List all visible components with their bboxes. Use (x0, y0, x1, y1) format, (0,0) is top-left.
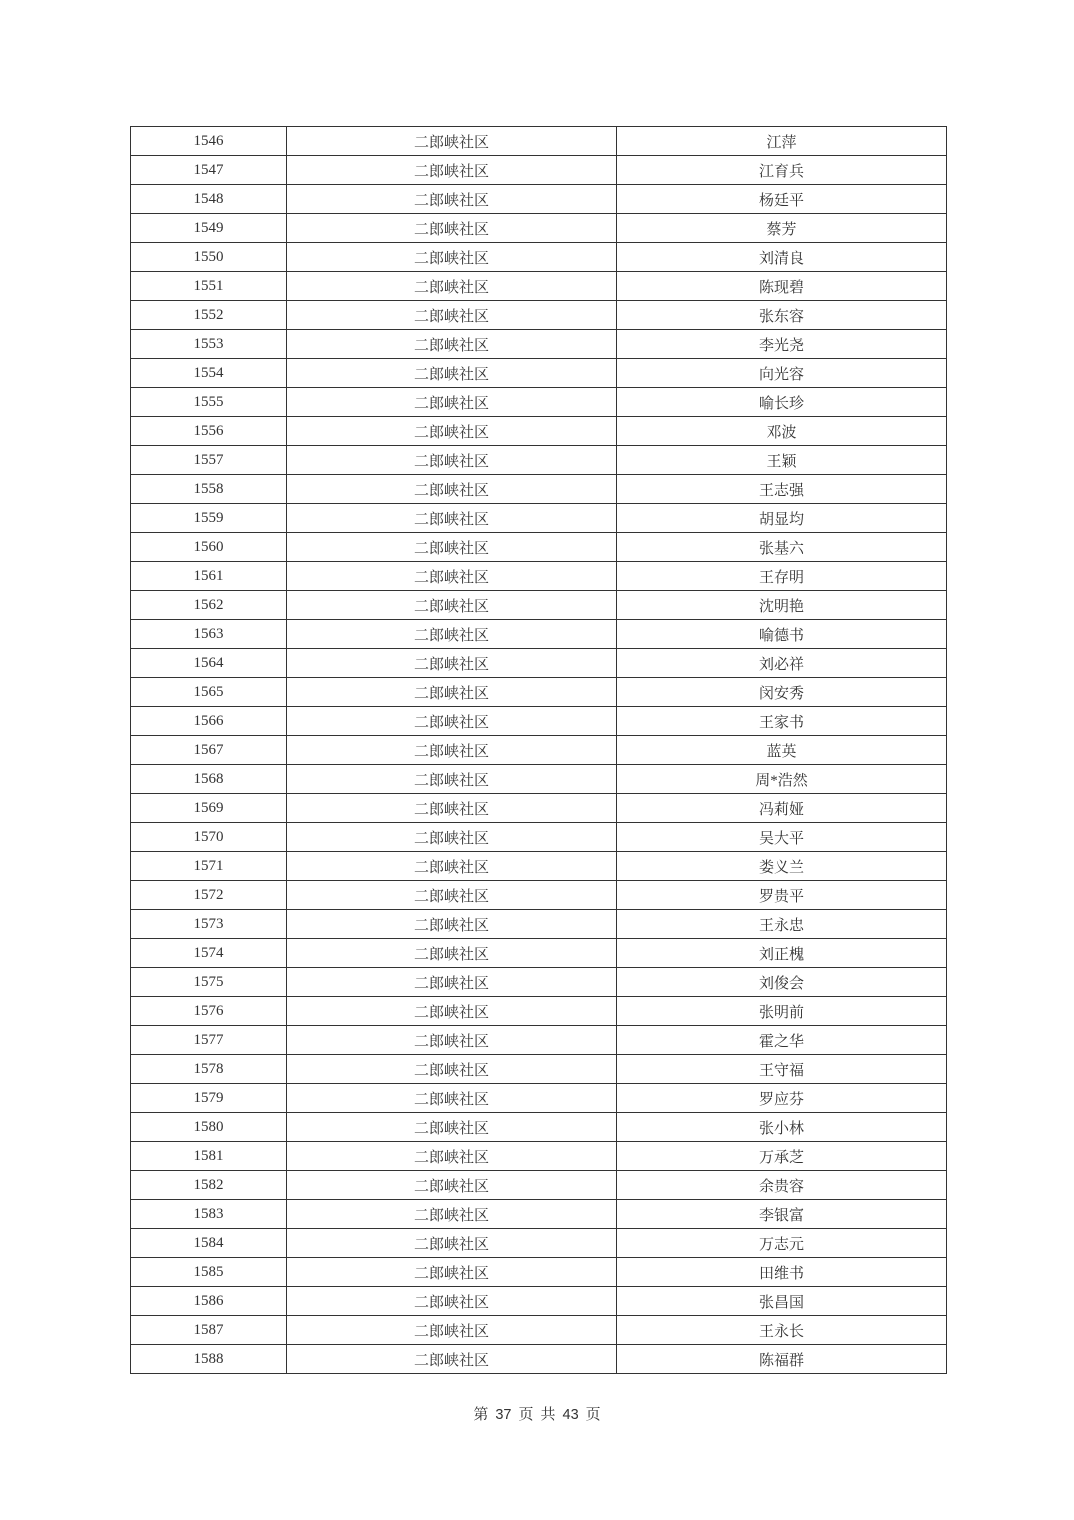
cell-serial-number: 1586 (131, 1287, 287, 1316)
cell-person-name: 喻长珍 (617, 388, 947, 417)
cell-person-name: 吴大平 (617, 823, 947, 852)
cell-community: 二郎峡社区 (287, 1055, 617, 1084)
cell-serial-number: 1553 (131, 330, 287, 359)
cell-serial-number: 1559 (131, 504, 287, 533)
cell-serial-number: 1575 (131, 968, 287, 997)
cell-community: 二郎峡社区 (287, 185, 617, 214)
cell-serial-number: 1568 (131, 765, 287, 794)
cell-serial-number: 1547 (131, 156, 287, 185)
cell-community: 二郎峡社区 (287, 1084, 617, 1113)
cell-community: 二郎峡社区 (287, 1316, 617, 1345)
cell-community: 二郎峡社区 (287, 591, 617, 620)
roster-row (131, 939, 947, 968)
roster-row (131, 272, 947, 301)
cell-serial-number: 1578 (131, 1055, 287, 1084)
cell-community: 二郎峡社区 (287, 127, 617, 156)
roster-row (131, 417, 947, 446)
cell-person-name: 霍之华 (617, 1026, 947, 1055)
cell-person-name: 沈明艳 (617, 591, 947, 620)
roster-row (131, 910, 947, 939)
roster-row (131, 243, 947, 272)
cell-community: 二郎峡社区 (287, 939, 617, 968)
cell-serial-number: 1576 (131, 997, 287, 1026)
roster-row (131, 591, 947, 620)
cell-community: 二郎峡社区 (287, 1142, 617, 1171)
cell-serial-number: 1565 (131, 678, 287, 707)
cell-serial-number: 1558 (131, 475, 287, 504)
roster-row (131, 1171, 947, 1200)
cell-serial-number: 1572 (131, 881, 287, 910)
roster-row (131, 1113, 947, 1142)
cell-person-name: 王守福 (617, 1055, 947, 1084)
cell-community: 二郎峡社区 (287, 446, 617, 475)
roster-row (131, 388, 947, 417)
footer-total-pages: 43 (562, 1407, 579, 1423)
cell-community: 二郎峡社区 (287, 765, 617, 794)
roster-row (131, 1345, 947, 1374)
cell-person-name: 田维书 (617, 1258, 947, 1287)
cell-community: 二郎峡社区 (287, 649, 617, 678)
roster-row (131, 1055, 947, 1084)
roster-row (131, 823, 947, 852)
cell-community: 二郎峡社区 (287, 997, 617, 1026)
cell-community: 二郎峡社区 (287, 272, 617, 301)
cell-person-name: 刘俊会 (617, 968, 947, 997)
roster-row (131, 504, 947, 533)
cell-serial-number: 1567 (131, 736, 287, 765)
cell-community: 二郎峡社区 (287, 214, 617, 243)
cell-person-name: 陈福群 (617, 1345, 947, 1374)
cell-community: 二郎峡社区 (287, 1113, 617, 1142)
cell-person-name: 向光容 (617, 359, 947, 388)
cell-serial-number: 1577 (131, 1026, 287, 1055)
roster-row (131, 1287, 947, 1316)
cell-community: 二郎峡社区 (287, 1345, 617, 1374)
cell-community: 二郎峡社区 (287, 359, 617, 388)
cell-community: 二郎峡社区 (287, 736, 617, 765)
roster-table-body (131, 127, 947, 1374)
cell-serial-number: 1560 (131, 533, 287, 562)
cell-serial-number: 1564 (131, 649, 287, 678)
cell-person-name: 王颖 (617, 446, 947, 475)
roster-row (131, 678, 947, 707)
cell-person-name: 刘清良 (617, 243, 947, 272)
cell-community: 二郎峡社区 (287, 620, 617, 649)
roster-row (131, 649, 947, 678)
cell-serial-number: 1546 (131, 127, 287, 156)
cell-person-name: 张昌国 (617, 1287, 947, 1316)
cell-serial-number: 1587 (131, 1316, 287, 1345)
cell-serial-number: 1570 (131, 823, 287, 852)
cell-serial-number: 1580 (131, 1113, 287, 1142)
cell-person-name: 张小林 (617, 1113, 947, 1142)
cell-serial-number: 1573 (131, 910, 287, 939)
cell-person-name: 江育兵 (617, 156, 947, 185)
cell-serial-number: 1574 (131, 939, 287, 968)
cell-community: 二郎峡社区 (287, 301, 617, 330)
cell-person-name: 蓝英 (617, 736, 947, 765)
cell-person-name: 余贵容 (617, 1171, 947, 1200)
roster-row (131, 533, 947, 562)
roster-row (131, 1258, 947, 1287)
cell-community: 二郎峡社区 (287, 156, 617, 185)
cell-serial-number: 1571 (131, 852, 287, 881)
roster-row (131, 620, 947, 649)
cell-serial-number: 1569 (131, 794, 287, 823)
cell-community: 二郎峡社区 (287, 1026, 617, 1055)
cell-serial-number: 1579 (131, 1084, 287, 1113)
roster-row (131, 881, 947, 910)
cell-community: 二郎峡社区 (287, 1200, 617, 1229)
cell-person-name: 万承芝 (617, 1142, 947, 1171)
roster-row (131, 1142, 947, 1171)
cell-serial-number: 1562 (131, 591, 287, 620)
roster-row (131, 852, 947, 881)
cell-community: 二郎峡社区 (287, 388, 617, 417)
cell-community: 二郎峡社区 (287, 1287, 617, 1316)
cell-person-name: 闵安秀 (617, 678, 947, 707)
roster-row (131, 736, 947, 765)
cell-serial-number: 1552 (131, 301, 287, 330)
cell-community: 二郎峡社区 (287, 881, 617, 910)
roster-row (131, 330, 947, 359)
cell-serial-number: 1566 (131, 707, 287, 736)
cell-community: 二郎峡社区 (287, 562, 617, 591)
cell-community: 二郎峡社区 (287, 330, 617, 359)
cell-serial-number: 1557 (131, 446, 287, 475)
footer-text-segment: 页 (585, 1407, 601, 1423)
cell-person-name: 罗应芬 (617, 1084, 947, 1113)
cell-person-name: 周*浩然 (617, 765, 947, 794)
roster-row (131, 562, 947, 591)
cell-community: 二郎峡社区 (287, 823, 617, 852)
cell-serial-number: 1555 (131, 388, 287, 417)
cell-serial-number: 1563 (131, 620, 287, 649)
cell-person-name: 蔡芳 (617, 214, 947, 243)
cell-person-name: 万志元 (617, 1229, 947, 1258)
footer-text-segment: 页 (518, 1407, 534, 1423)
cell-person-name: 邓波 (617, 417, 947, 446)
roster-table (130, 126, 947, 1374)
cell-person-name: 王永长 (617, 1316, 947, 1345)
cell-serial-number: 1582 (131, 1171, 287, 1200)
cell-person-name: 罗贵平 (617, 881, 947, 910)
roster-row (131, 1084, 947, 1113)
cell-person-name: 刘正槐 (617, 939, 947, 968)
cell-person-name: 张东容 (617, 301, 947, 330)
cell-person-name: 王家书 (617, 707, 947, 736)
cell-person-name: 李银富 (617, 1200, 947, 1229)
roster-row (131, 446, 947, 475)
cell-serial-number: 1549 (131, 214, 287, 243)
roster-row (131, 475, 947, 504)
roster-row (131, 156, 947, 185)
cell-serial-number: 1556 (131, 417, 287, 446)
cell-person-name: 冯莉娅 (617, 794, 947, 823)
cell-serial-number: 1581 (131, 1142, 287, 1171)
cell-community: 二郎峡社区 (287, 852, 617, 881)
roster-row (131, 127, 947, 156)
cell-person-name: 王志强 (617, 475, 947, 504)
cell-serial-number: 1585 (131, 1258, 287, 1287)
cell-person-name: 李光尧 (617, 330, 947, 359)
cell-person-name: 江萍 (617, 127, 947, 156)
cell-serial-number: 1551 (131, 272, 287, 301)
roster-row (131, 1200, 947, 1229)
roster-row (131, 301, 947, 330)
cell-person-name: 王永忠 (617, 910, 947, 939)
cell-community: 二郎峡社区 (287, 243, 617, 272)
footer-text-segment: 第 (473, 1407, 489, 1423)
cell-serial-number: 1548 (131, 185, 287, 214)
cell-community: 二郎峡社区 (287, 417, 617, 446)
cell-person-name: 娄义兰 (617, 852, 947, 881)
cell-community: 二郎峡社区 (287, 910, 617, 939)
cell-person-name: 张基六 (617, 533, 947, 562)
cell-person-name: 胡显均 (617, 504, 947, 533)
cell-community: 二郎峡社区 (287, 794, 617, 823)
roster-row (131, 707, 947, 736)
cell-person-name: 喻德书 (617, 620, 947, 649)
cell-community: 二郎峡社区 (287, 707, 617, 736)
cell-community: 二郎峡社区 (287, 1229, 617, 1258)
footer-page-number: 37 (495, 1407, 512, 1423)
cell-community: 二郎峡社区 (287, 1258, 617, 1287)
page-footer (0, 1403, 1074, 1424)
roster-row (131, 1316, 947, 1345)
footer-text-segment: 共 (540, 1407, 556, 1423)
cell-serial-number: 1550 (131, 243, 287, 272)
roster-row (131, 214, 947, 243)
roster-row (131, 794, 947, 823)
cell-community: 二郎峡社区 (287, 475, 617, 504)
roster-row (131, 997, 947, 1026)
cell-community: 二郎峡社区 (287, 678, 617, 707)
cell-serial-number: 1584 (131, 1229, 287, 1258)
roster-row (131, 1229, 947, 1258)
roster-row (131, 765, 947, 794)
cell-community: 二郎峡社区 (287, 533, 617, 562)
roster-row (131, 359, 947, 388)
cell-community: 二郎峡社区 (287, 968, 617, 997)
cell-community: 二郎峡社区 (287, 1171, 617, 1200)
cell-serial-number: 1588 (131, 1345, 287, 1374)
cell-person-name: 刘必祥 (617, 649, 947, 678)
roster-row (131, 185, 947, 214)
cell-person-name: 陈现碧 (617, 272, 947, 301)
roster-row (131, 1026, 947, 1055)
cell-serial-number: 1561 (131, 562, 287, 591)
cell-person-name: 杨廷平 (617, 185, 947, 214)
cell-person-name: 王存明 (617, 562, 947, 591)
cell-serial-number: 1554 (131, 359, 287, 388)
cell-serial-number: 1583 (131, 1200, 287, 1229)
roster-row (131, 968, 947, 997)
cell-person-name: 张明前 (617, 997, 947, 1026)
cell-community: 二郎峡社区 (287, 504, 617, 533)
